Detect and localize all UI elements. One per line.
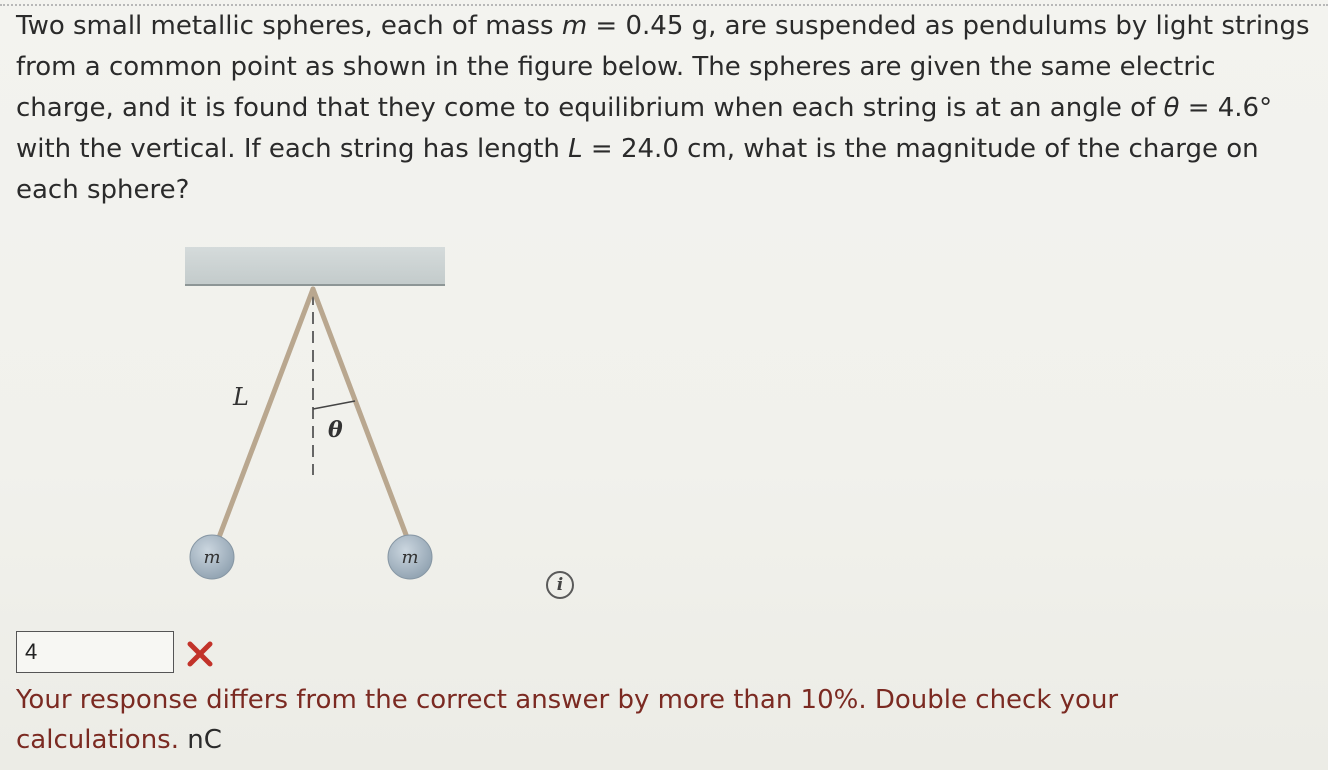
question-part-1: Two small metallic spheres, each of mass xyxy=(16,11,562,41)
right-mass-label: m xyxy=(401,547,419,568)
ceiling xyxy=(185,247,445,285)
info-icon[interactable] xyxy=(546,571,574,599)
length-label: L xyxy=(233,383,249,411)
question-part-3: = 4.6° with the vertical. If each string has length xyxy=(16,93,1273,164)
mass-variable: m xyxy=(561,11,588,41)
left-mass-label: m xyxy=(203,547,221,568)
angle-arc xyxy=(313,401,355,409)
feedback-message xyxy=(16,680,1216,760)
question-text xyxy=(16,6,1316,211)
length-variable: L xyxy=(568,134,583,164)
cross-icon xyxy=(186,640,214,668)
angle-label: θ xyxy=(328,417,343,443)
left-string xyxy=(218,289,313,540)
question-part-2: = 0.45 g, are suspended as pendulums by light strings from a common point as shown in the figure below. The spheres are given the same electric charge, and it is found that they come to equilibrium when each string is at an angle of xyxy=(16,11,1310,123)
answer-unit: nC xyxy=(187,725,222,755)
feedback-text: Your response differs from the correct answer by more than 10%. Double check your calculations. xyxy=(16,685,1119,755)
info-icon-glyph: i xyxy=(556,575,564,595)
right-string xyxy=(313,289,408,540)
theta-variable: θ xyxy=(1163,93,1180,123)
pendulum-figure xyxy=(150,225,490,595)
answer-input[interactable] xyxy=(16,631,174,673)
question-part-4: = 24.0 cm, what is the magnitude of the charge on each sphere? xyxy=(16,134,1259,205)
